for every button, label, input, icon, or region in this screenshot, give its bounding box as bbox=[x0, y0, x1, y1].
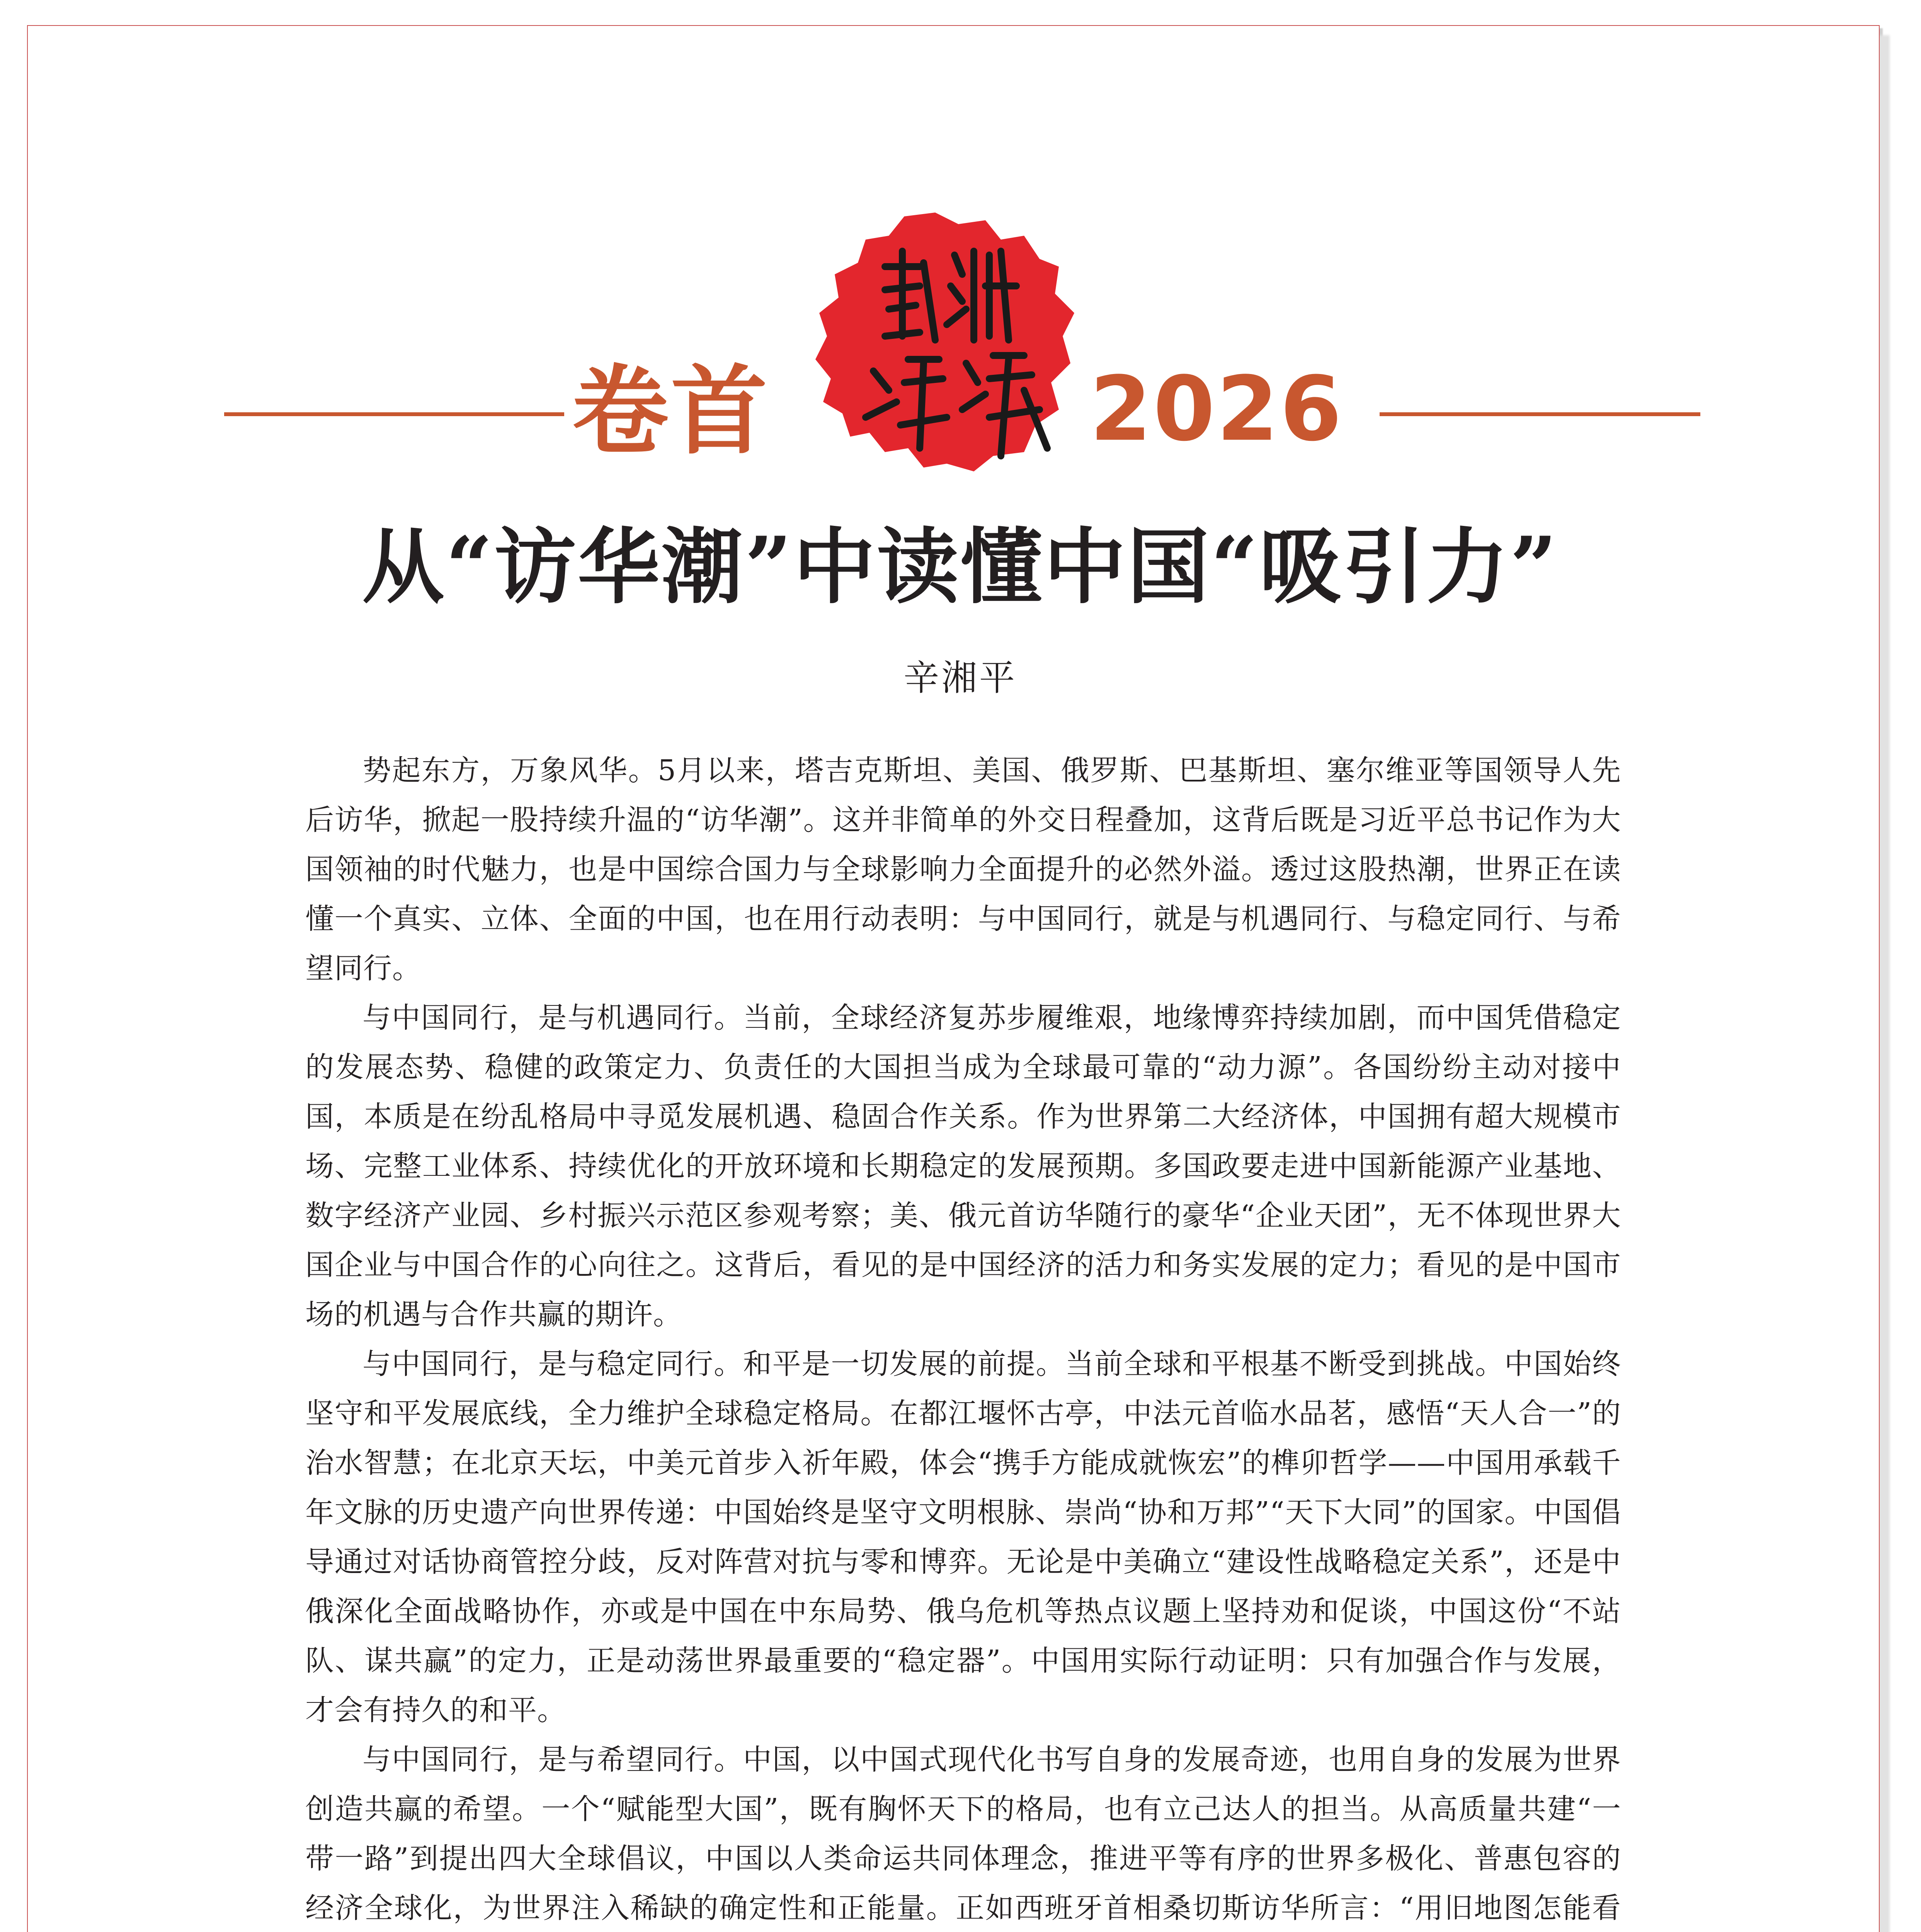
paragraph-2: 与中国同行，是与机遇同行。当前，全球经济复苏步履维艰，地缘博弈持续加剧，而中国凭借稳定的发展态势、稳健的政策定力、负责任的大国担当成为全球最可靠的“动力源”。各国纷纷主动对接中国，本质是在纷乱格局中寻觅发展机遇、稳固合作关系。作为世界第二大经济体，中国拥有超大规模市场、完整工业体系、持续优化的开放环境和长期稳定的发展预期。多国政要走进中国新能源产业基地、数字经济产业园、乡村振兴示范区参观考察；美、俄元首访华随行的豪华“企业天团”，无不体现世界大国企业与中国合作的心向往之。这背后，看见的是中国经济的活力和务实发展的定力；看见的是中国市场的机遇与合作共赢的期许。 bbox=[305, 1001, 1621, 1331]
article-body bbox=[305, 746, 1621, 1932]
masthead-label: 卷首 bbox=[572, 355, 770, 468]
paragraph-3: 与中国同行，是与稳定同行。和平是一切发展的前提。当前全球和平根基不断受到挑战。中国始终坚守和平发展底线，全力维护全球稳定格局。在都江堰怀古亭，中法元首临水品茗，感悟“天人合一”的治水智慧；在北京天坛，中美元首步入祈年殿，体会“携手方能成就恢宏”的榫卯哲学——中国用承载千年文脉的历史遗产向世界传递：中国始终是坚守文明根脉、崇尚“协和万邦”“天下大同”的国家。中国倡导通过对话协商管控分歧，反对阵营对抗与零和博弈。无论是中美确立“建设性战略稳定关系”，还是中俄深化全面战略协作，亦或是中国在中东局势、俄乌危机等热点议题上坚持劝和促谈，中国这份“不站队、谋共赢”的定力，正是动荡世界最重要的“稳定器”。中国用实际行动证明：只有加强合作与发展，才会有持久的和平。 bbox=[305, 1347, 1621, 1727]
masthead-rule-right bbox=[1380, 412, 1700, 416]
paragraph-1: 势起东方，万象风华。5月以来，塔吉克斯坦、美国、俄罗斯、巴基斯坦、塞尔维亚等国领导人先后访华，掀起一股持续升温的“访华潮”。这并非简单的外交日程叠加，这背后既是习近平总书记作为大国领袖的时代魅力，也是中国综合国力与全球影响力全面提升的必然外溢。透过这股热潮，世界正在读懂一个真实、立体、全面的中国，也在用行动表明：与中国同行，就是与机遇同行、与稳定同行、与希望同行。 bbox=[305, 754, 1621, 985]
hunan-map-logo-icon bbox=[808, 209, 1078, 471]
masthead-year: 2026 bbox=[1090, 358, 1344, 461]
article-title: 从“访华潮”中读懂中国“吸引力” bbox=[362, 519, 1559, 615]
article-author: 辛湘平 bbox=[903, 657, 1017, 699]
paragraph-4: 与中国同行，是与希望同行。中国，以中国式现代化书写自身的发展奇迹，也用自身的发展为世界创造共赢的希望。一个“赋能型大国”，既有胸怀天下的格局，也有立己达人的担当。从高质量共建“一带一路”到提出四大全球倡议，中国以人类命运共同体理念，推进平等有序的世界多极化、普惠包容的经济全球化，为世界注入稀缺的确定性和正能量。正如西班牙首相桑切斯访华所言：“用旧地图怎能看 bbox=[305, 1743, 1621, 1925]
masthead bbox=[224, 209, 1700, 471]
masthead-rule-left bbox=[224, 412, 564, 416]
hunan-map-shape bbox=[815, 213, 1074, 471]
